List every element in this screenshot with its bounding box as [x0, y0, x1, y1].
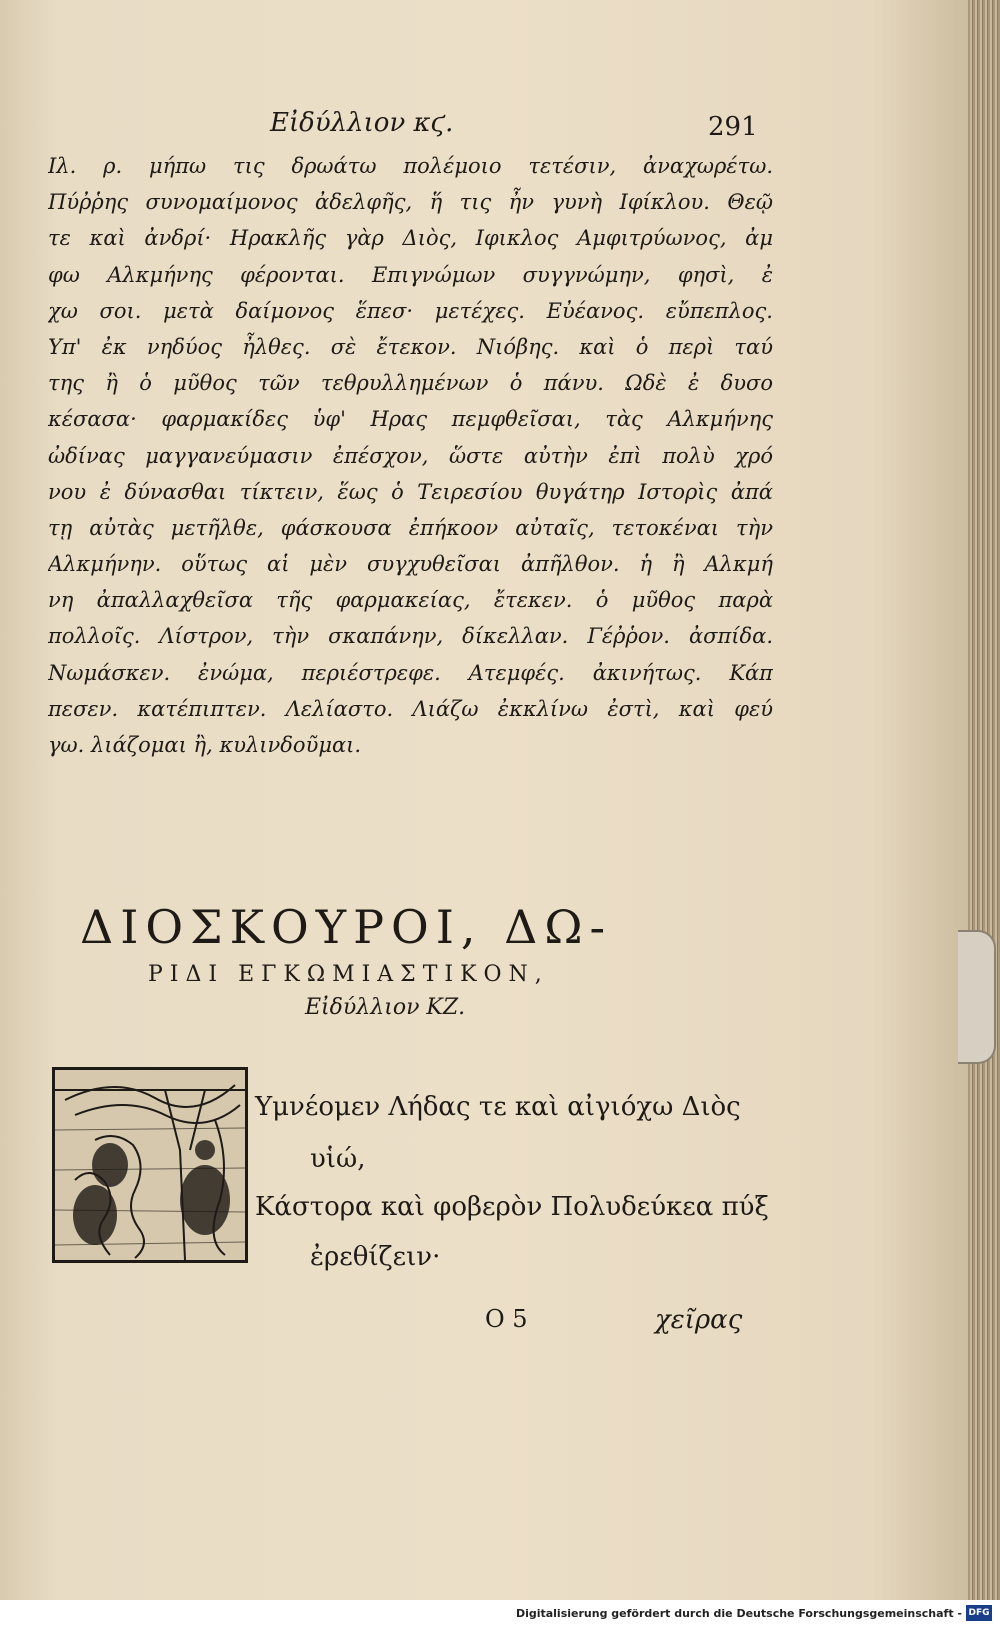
text-line: πεσεν. κατέπιπτεν. Λελίαστο. Λιάζω ἐκκλίνω ἐστὶ, καὶ φεύ	[48, 696, 773, 721]
text-line: κέσασα· φαρμακίδες ὑφ' Ηρας πεμφθεῖσαι, τὰς Αλκμήνης	[48, 407, 773, 432]
title-line-2: ΡΙΔΙ ΕΓΚΩΜΙΑΣΤΙΚΟΝ,	[148, 962, 549, 987]
dfg-logo: DFG	[966, 1605, 992, 1621]
title-line-3: Εἰδύλλιον ΚΖ.	[305, 995, 466, 1020]
text-line: Πύῤῥης συνομαίμονος ἀδελφῆς, ἥ τις ἦν γυνὴ Ιφίκλου. Θεῷ	[48, 190, 773, 215]
running-header: Εἰδύλλιον κϛ.	[270, 108, 454, 138]
verse-line: Κάστορα καὶ φοβερὸν Πολυδεύκεα πύξ	[255, 1192, 769, 1222]
text-line: τε καὶ ἀνδρί· Ηρακλῆς γὰρ Διὸς, Ιφικλος Αμφιτρύωνος, ἀμ	[48, 226, 773, 251]
text-line: Υπ' ἐκ νηδύος ἦλθες. σὲ ἔτεκον. Νιόβης. καὶ ὁ περὶ ταύ	[48, 334, 773, 359]
catchword: χεῖρας	[655, 1305, 743, 1335]
verse-line: υἱώ,	[310, 1144, 366, 1174]
verse-line: ἐρεθίζειν·	[310, 1242, 441, 1272]
text-line: Αλκμήνην. οὕτως αἱ μὲν συγχυθεῖσαι ἀπῆλθον. ἡ ἢ Αλκμή	[48, 552, 773, 577]
idyll-title	[0, 900, 820, 1020]
text-line: της ἢ ὁ μῦθος τῶν τεθρυλλημένων ὁ πάνυ. Ωδὲ ἐ δυσο	[48, 371, 773, 396]
text-line: ὠδίνας μαγγανεύμασιν ἐπέσχον, ὥστε αὐτὴν ἐπὶ πολὺ χρό	[48, 443, 773, 468]
text-line: Ιλ. ρ. μήπω τις δρωάτω πολέμοιο τετέσιν, ἀναχωρέτω.	[48, 154, 773, 178]
title-line-1: ΔΙΟΣΚΟΥΡΟΙ, ΔΩ-	[80, 900, 613, 954]
text-line: γω. λιάζομαι ἢ, κυλινδοῦμαι.	[48, 733, 362, 757]
page-number: 291	[708, 112, 758, 142]
decorated-initial-woodcut	[52, 1067, 248, 1263]
signature-mark: O 5	[485, 1305, 528, 1333]
text-line: νου ἐ δύνασθαι τίκτειν, ἕως ὁ Τειρεσίου θυγάτηρ Ιστορὶς ἀπά	[48, 479, 773, 504]
text-line: τῃ αὐτὰς μετῆλθε, φάσκουσα ἐπήκοον αὐταῖς, τετοκέναι τὴν	[48, 515, 773, 540]
commentary-text	[48, 148, 773, 763]
text-line: χω σοι. μετὰ δαίμονος ἕπεσ· μετέχες. Εὐέανος. εὔπεπλος.	[48, 298, 773, 323]
woodcut-illustration	[55, 1070, 245, 1260]
text-line: πολλοῖς. Λίστρον, τὴν σκαπάνην, δίκελλαν. Γέῤῥον. ἀσπίδα.	[48, 624, 773, 649]
verse-line: Υμνέομεν Λήδας τε καὶ αἰγιόχω Διὸς	[255, 1092, 741, 1122]
text-line: φω Αλκμήνης φέρονται. Επιγνώμων συγγνώμην, φησὶ, ἐ	[48, 262, 773, 287]
page-clip-tab	[958, 930, 996, 1064]
book-page-edges	[968, 0, 1000, 1600]
digitization-credit: Digitalisierung gefördert durch die Deutsche Forschungsgemeinschaft -	[515, 1607, 962, 1620]
text-line: Νωμάσκεν. ἐνώμα, περιέστρεφε. Ατεμφές. ἀκινήτως. Κάπ	[48, 660, 773, 685]
text-line: νη ἀπαλλαχθεῖσα τῆς φαρμακείας, ἔτεκεν. ὁ μῦθος παρὰ	[48, 588, 773, 613]
